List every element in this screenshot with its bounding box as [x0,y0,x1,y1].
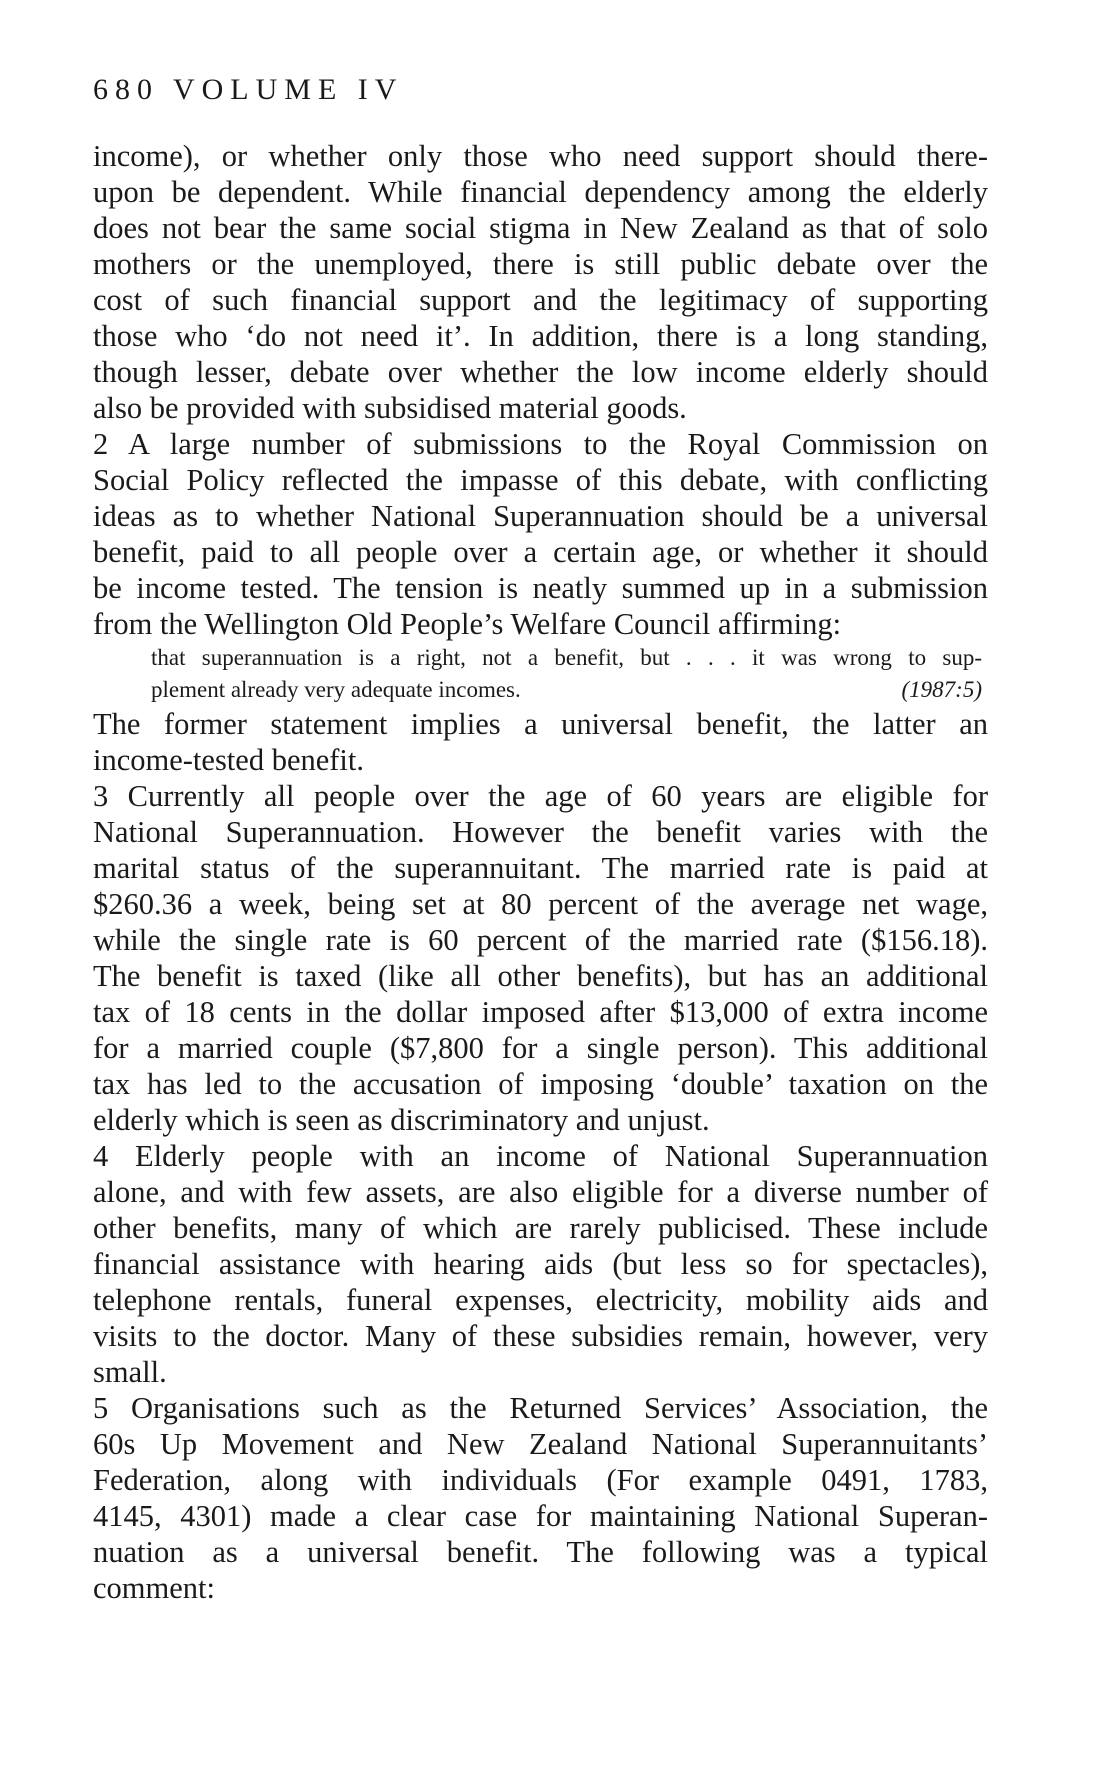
page-number: 680 [93,73,159,106]
text-line: National Superannuation. However the benefit varies with the [93,815,988,849]
text-line: tax of 18 cents in the dollar imposed after $13,000 of extra income [93,995,988,1029]
text-line: marital status of the superannuitant. The married rate is paid at [93,851,988,885]
text-line: elderly which is seen as discriminatory and unjust. [93,1103,710,1137]
text-line: upon be dependent. While financial dependency among the elderly [93,175,988,209]
quote-line [151,674,982,706]
text-line: The former statement implies a universal benefit, the latter an [93,707,988,741]
text-line: 4 Elderly people with an income of National Superannuation [93,1139,988,1173]
quote-line: that superannuation is a right, not a benefit, but . . . it was wrong to sup- [151,645,982,670]
text-line: though lesser, debate over whether the low income elderly should [93,355,988,389]
text-line: does not bear the same social stigma in New Zealand as that of solo [93,211,988,245]
text-line: Social Policy reflected the impasse of this debate, with conflicting [93,463,988,497]
text-line: 5 Organisations such as the Returned Services’ Association, the [93,1391,988,1425]
text-line: The benefit is taxed (like all other benefits), but has an additional [93,959,988,993]
text-line: also be provided with subsidised material goods. [93,391,687,425]
text-line: income), or whether only those who need support should there- [93,139,988,173]
text-line: Federation, along with individuals (For example 0491, 1783, [93,1463,988,1497]
text-line: 3 Currently all people over the age of 60 years are eligible for [93,779,988,813]
text-line: alone, and with few assets, are also eligible for a diverse number of [93,1175,988,1209]
quote-citation: (1987:5) [901,677,982,702]
text-line: benefit, paid to all people over a certain age, or whether it should [93,535,988,569]
text-line: other benefits, many of which are rarely publicised. These include [93,1211,988,1245]
text-line: small. [93,1355,167,1389]
text-line: 60s Up Movement and New Zealand National Superannuitants’ [93,1427,988,1461]
text-line: tax has led to the accusation of imposing ‘double’ taxation on the [93,1067,988,1101]
volume-label: VOLUME IV [172,73,404,106]
text-line: telephone rentals, funeral expenses, electricity, mobility aids and [93,1283,988,1317]
text-line: financial assistance with hearing aids (but less so for spectacles), [93,1247,988,1281]
text-line: 2 A large number of submissions to the Royal Commission on [93,427,988,461]
text-line: for a married couple ($7,800 for a single person). This additional [93,1031,988,1065]
text-line: comment: [93,1571,215,1605]
quote-text: plement already very adequate incomes. [151,677,521,702]
text-line: those who ‘do not need it’. In addition, there is a long standing, [93,319,988,353]
text-line: cost of such financial support and the legitimacy of supporting [93,283,988,317]
text-line: income-tested benefit. [93,743,365,777]
text-line: from the Wellington Old People’s Welfare Council affirming: [93,607,842,641]
body-text [93,138,988,1606]
text-line: while the single rate is 60 percent of the married rate ($156.18). [93,923,988,957]
text-line: nuation as a universal benefit. The following was a typical [93,1535,988,1569]
text-line: $260.36 a week, being set at 80 percent of the average net wage, [93,887,988,921]
text-line: 4145, 4301) made a clear case for maintaining National Superan- [93,1499,988,1533]
block-quote [151,642,982,706]
text-line: ideas as to whether National Superannuation should be a universal [93,499,988,533]
text-line: visits to the doctor. Many of these subsidies remain, however, very [93,1319,988,1353]
running-header [93,72,403,108]
text-line: be income tested. The tension is neatly summed up in a submission [93,571,988,605]
text-line: mothers or the unemployed, there is still public debate over the [93,247,988,281]
